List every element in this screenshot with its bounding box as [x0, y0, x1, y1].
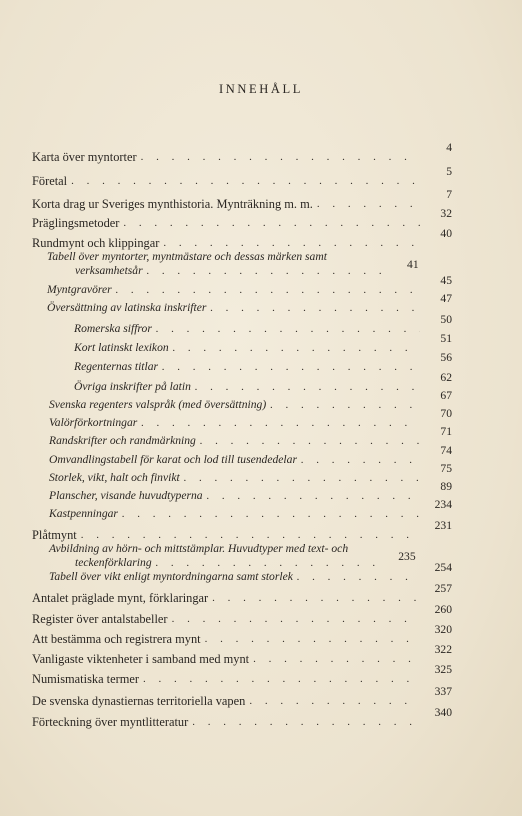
toc-entry-page: 74	[440, 444, 452, 457]
toc-entry-title: Övriga inskrifter på latin	[74, 380, 191, 393]
toc-entry-title: Romerska siffror	[74, 322, 152, 335]
leader-dots	[123, 216, 420, 230]
toc-entry-title: Tabell över myntorter, myntmästare och dessas märken samt	[47, 250, 327, 263]
toc-entry-title: Översättning av latinska inskrifter	[47, 301, 207, 314]
toc-entry	[49, 444, 452, 467]
leader-dots	[141, 416, 420, 430]
toc-entry-title: Planscher, visande huvudtyperna	[49, 489, 203, 502]
toc-entry-page: 32	[440, 207, 452, 220]
toc-entry-title: Register över antalstabeller	[32, 612, 168, 626]
toc-entry-title-continued: verksamhetsår	[75, 264, 143, 277]
toc-entry	[49, 462, 452, 485]
toc-entry-title: Tabell över vikt enligt myntordningarna samt storlek	[49, 570, 293, 583]
toc-entry-title: Korta drag ur Sveriges mynthistoria. Mynträkning m. m.	[32, 197, 313, 211]
toc-entry-title: Att bestämma och registrera mynt	[32, 632, 201, 646]
toc-entry-page: 260	[434, 603, 452, 616]
toc-entry-page: 235	[398, 550, 416, 563]
toc-entry-page: 5	[446, 165, 452, 178]
toc-entry-title: Plåtmynt	[32, 528, 77, 542]
toc-entry-title: De svenska dynastiernas territoriella vapen	[32, 694, 246, 708]
toc-entry	[49, 542, 452, 570]
page-heading: INNEHÅLL	[219, 82, 303, 96]
toc-entry-title: Numismatiska termer	[32, 672, 140, 686]
toc-entry	[32, 188, 452, 211]
leader-dots	[253, 652, 420, 666]
toc-entry-title-wrap	[47, 250, 419, 278]
toc-entry-title: Storlek, vikt, halt och finvikt	[49, 471, 180, 484]
toc-entry	[32, 643, 452, 666]
toc-entry-page: 325	[434, 663, 452, 676]
toc-entry	[74, 351, 452, 374]
leader-dots	[270, 398, 420, 412]
toc-entry-page: 70	[440, 407, 452, 420]
leader-dots	[143, 672, 420, 686]
toc-entry-title: Karta över myntorter	[32, 150, 137, 164]
toc-entry	[49, 389, 452, 412]
toc-entry-title: Svenska regenters valspråk (med översättning)	[49, 398, 267, 411]
toc-entry-page: 7	[446, 188, 452, 201]
toc-entry-page: 337	[434, 685, 452, 698]
toc-entry	[32, 603, 452, 626]
toc-entry-title: Företal	[32, 174, 68, 188]
toc-entry-title-continued: teckenförklaring	[75, 556, 152, 569]
toc-entry-page: 51	[440, 332, 452, 345]
toc-entry	[32, 663, 452, 686]
toc-entry-page: 50	[440, 313, 452, 326]
leader-dots	[184, 471, 420, 485]
toc-entry-page: 62	[440, 371, 452, 384]
toc-entry	[49, 425, 452, 448]
toc-entry-title: Antalet präglade mynt, förklaringar	[32, 591, 209, 605]
toc-entry	[74, 332, 452, 355]
toc-entry	[32, 141, 452, 164]
toc-entry-title: Förteckning över myntlitteratur	[32, 715, 189, 729]
toc-entry-page: 234	[434, 498, 452, 511]
toc-entry-title: Kort latinskt lexikon	[74, 341, 169, 354]
toc-entry	[74, 371, 452, 394]
leader-dots	[81, 528, 420, 542]
leader-dots	[297, 570, 420, 584]
toc-entry-title: Avbildning av hörn- och mittstämplar. Huvudtyper med text- och	[49, 542, 349, 555]
toc-entry	[32, 207, 452, 230]
leader-dots	[141, 150, 420, 164]
toc-entry-page: 231	[434, 519, 452, 532]
toc-entry	[47, 292, 452, 315]
leader-dots	[116, 283, 420, 297]
leader-dots	[172, 612, 420, 626]
leader-dots	[207, 489, 420, 503]
toc-entry-page: 71	[440, 425, 452, 438]
toc-entry-page: 45	[440, 274, 452, 287]
toc-entry	[32, 582, 452, 605]
toc-entry	[47, 274, 452, 297]
toc-entry-page: 56	[440, 351, 452, 364]
toc-entry-page: 322	[434, 643, 452, 656]
leader-dots	[162, 360, 420, 374]
toc-entry	[49, 480, 452, 503]
toc-entry	[74, 313, 452, 336]
leader-dots	[156, 556, 384, 570]
toc-entry-title-wrap	[49, 542, 416, 570]
toc-entry-page: 41	[407, 258, 419, 271]
toc-entry	[32, 519, 452, 542]
toc-entry	[32, 623, 452, 646]
leader-dots	[71, 174, 420, 188]
leader-dots	[301, 453, 420, 467]
toc-entry	[47, 250, 452, 278]
toc-entry-title: Kastpenningar	[49, 507, 118, 520]
toc-entry-title: Valörförkortningar	[49, 416, 138, 429]
leader-dots	[122, 507, 420, 521]
leader-dots	[210, 301, 420, 315]
toc-entry-title: Präglingsmetoder	[32, 216, 120, 230]
toc-entry	[49, 498, 452, 521]
toc-entry	[32, 165, 452, 188]
toc-entry-title: Regenternas titlar	[74, 360, 159, 373]
toc-entry-page: 4	[446, 141, 452, 154]
toc-entry-title: Vanligaste viktenheter i samband med mynt	[32, 652, 250, 666]
leader-dots	[156, 322, 420, 336]
toc-entry	[49, 407, 452, 430]
toc-entry-title: Randskrifter och randmärkning	[49, 434, 196, 447]
toc-entry-title: Myntgravörer	[47, 283, 112, 296]
leader-dots	[195, 380, 420, 394]
toc-entry-page: 40	[440, 227, 452, 240]
toc-entry-page: 257	[434, 582, 452, 595]
leader-dots	[317, 197, 420, 211]
toc-entry-page: 89	[440, 480, 452, 493]
leader-dots	[212, 591, 420, 605]
toc-entry-page: 67	[440, 389, 452, 402]
toc-entry	[32, 227, 452, 250]
toc-entry	[32, 706, 452, 729]
toc-entry-title: Rundmynt och klippingar	[32, 236, 160, 250]
toc-entry-page: 47	[440, 292, 452, 305]
leader-dots	[147, 264, 387, 278]
leader-dots	[205, 632, 420, 646]
toc-entry-page: 340	[434, 706, 452, 719]
toc-entry	[32, 685, 452, 708]
leader-dots	[163, 236, 420, 250]
leader-dots	[192, 715, 420, 729]
toc-entry-title: Omvandlingstabell för karat och lod till tusendedelar	[49, 453, 297, 466]
toc-entry-page: 320	[434, 623, 452, 636]
toc-entry-page: 254	[434, 561, 452, 574]
leader-dots	[200, 434, 420, 448]
toc-entry-page: 75	[440, 462, 452, 475]
leader-dots	[249, 694, 420, 708]
leader-dots	[173, 341, 420, 355]
